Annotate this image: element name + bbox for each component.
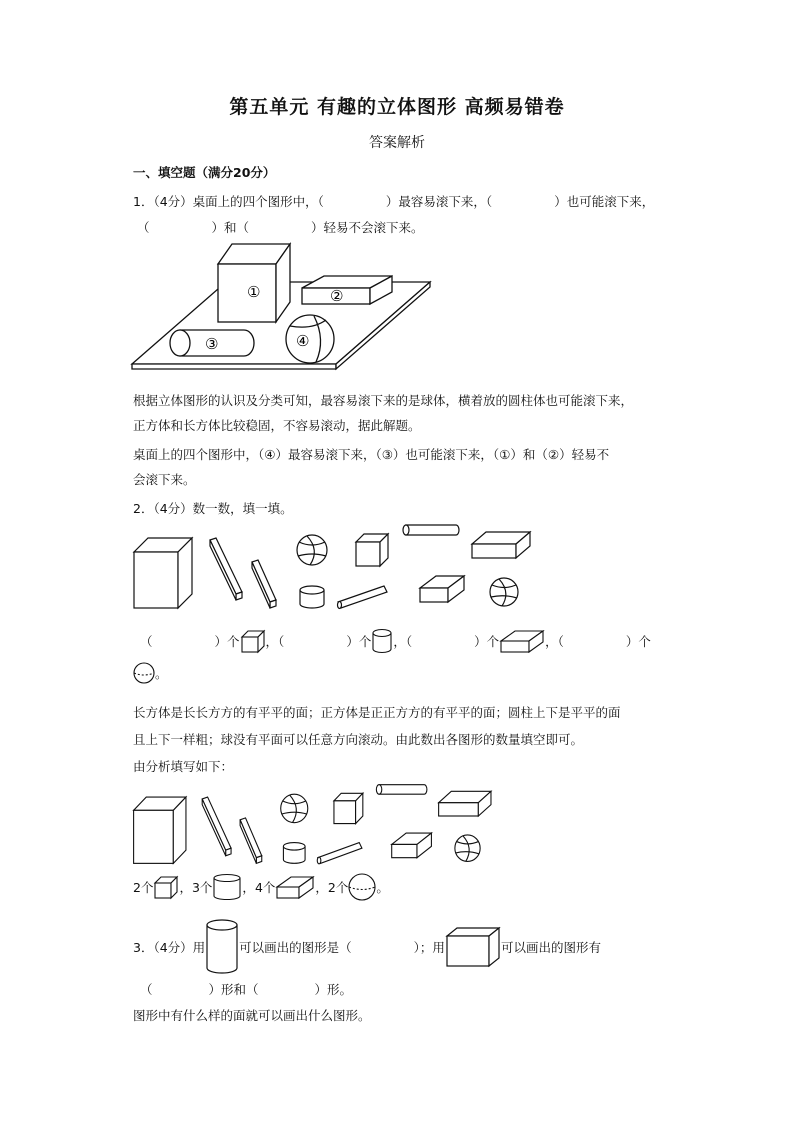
q1-line1: 1．（4分）桌面上的四个图形中，（ ）最容易滚下来，（ ）也可能滚下来， bbox=[133, 194, 655, 209]
q1-analysis-1: 根据立体图形的认识及分类可知，最容易滚下来的是球体，横着放的圆柱体也可能滚下来， bbox=[133, 393, 634, 408]
q2-answer-line: 2个 ，3个 ，4个 ，2个 。 bbox=[133, 873, 389, 904]
label-2: ② bbox=[330, 287, 344, 305]
cube-icon bbox=[153, 875, 179, 902]
cylinder-icon bbox=[205, 918, 239, 979]
sphere-icon bbox=[348, 873, 376, 904]
q2-analysis-1: 长方体是长长方方的有平平的面；正方体是正正方方的有平平的面；圆柱上下是平平的面 bbox=[133, 705, 621, 720]
q3-line2: （ ）形和（ ）形。 bbox=[140, 982, 353, 997]
q1-table-figure bbox=[130, 240, 435, 370]
q1-answer-2: 会滚下来。 bbox=[133, 472, 196, 487]
q2-answer-figure bbox=[130, 780, 500, 870]
cuboid-icon bbox=[499, 629, 545, 656]
page-title: 第五单元 有趣的立体图形 高频易错卷 bbox=[229, 96, 565, 118]
q1-analysis-2: 正方体和长方体比较稳固，不容易滚动，据此解题。 bbox=[133, 418, 421, 433]
q3-analysis: 图形中有什么样的面就可以画出什么图形。 bbox=[133, 1008, 371, 1023]
q2-fill-line: （ ）个 ，（ ）个 ，（ ）个 ，（ ）个 bbox=[140, 628, 651, 657]
section-heading: 一、填空题（满分20分） bbox=[133, 165, 276, 180]
q3-line1: 3．（4分）用 可以画出的图形是（ ）；用 可以画出的图形有 bbox=[133, 918, 601, 979]
label-1: ① bbox=[247, 283, 261, 301]
sphere-icon bbox=[133, 662, 155, 687]
cube-icon bbox=[240, 629, 266, 656]
cylinder-icon bbox=[212, 873, 242, 904]
q2-solids-figure bbox=[130, 520, 540, 615]
q1-line2: （ ）和（ ）轻易不会滚下来。 bbox=[137, 220, 424, 235]
cuboid-icon bbox=[445, 926, 501, 971]
q2-analysis-3: 由分析填写如下： bbox=[133, 759, 234, 774]
q2-analysis-2: 且上下一样粗；球没有平面可以任意方向滚动。由此数出各图形的数量填空即可。 bbox=[133, 732, 584, 747]
ball-shape bbox=[286, 315, 334, 363]
label-4: ④ bbox=[296, 332, 310, 350]
cuboid-icon bbox=[275, 875, 315, 902]
cylinder-icon bbox=[371, 628, 393, 657]
q2-sphere-line: 。 bbox=[133, 662, 168, 687]
page-subtitle: 答案解析 bbox=[369, 135, 425, 151]
q2-header: 2．（4分）数一数，填一填。 bbox=[133, 501, 293, 516]
label-3: ③ bbox=[205, 335, 219, 353]
q1-answer-1: 桌面上的四个图形中，（④）最容易滚下来，（③）也可能滚下来，（①）和（②）轻易不 bbox=[133, 447, 610, 462]
